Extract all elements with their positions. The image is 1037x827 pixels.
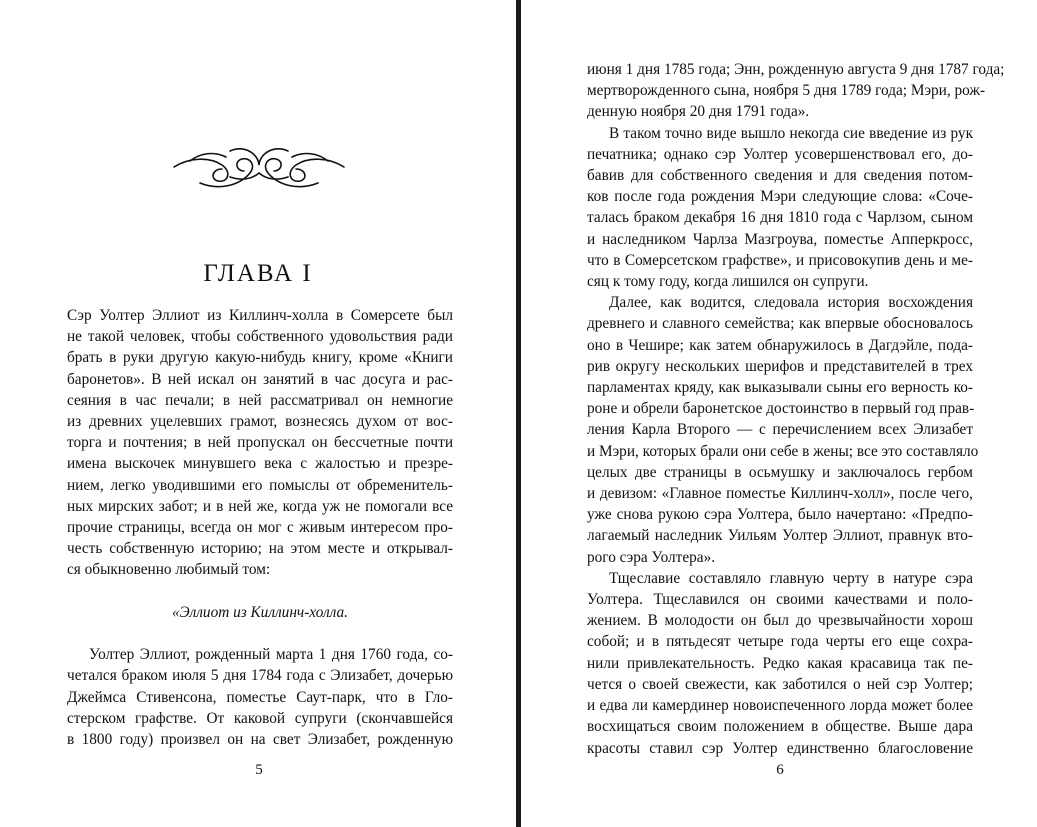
text-line: Джеймса Стивенсона, поместье Саут-парк, что в Гло- xyxy=(67,688,453,706)
text-line: жением. В молодости он был до чрезвычайности хорош xyxy=(587,612,973,630)
text-line: честь собственную историю; на этом месте и открывал- xyxy=(67,540,453,558)
text-line: оно в Чешире; как затем обнаружилось в Дагдэйле, пода- xyxy=(587,336,973,354)
text-line: нили привлекательность. Редко какая красавица так пе- xyxy=(587,654,973,672)
text-line: и наследником Чарлза Мазгроува, поместье Апперкросс, xyxy=(587,230,973,248)
page-number: 6 xyxy=(776,762,784,778)
left-page xyxy=(0,0,516,827)
text-line: торга и почтения; в ней пропускал он бессчетные почти xyxy=(67,434,453,452)
left-body-text xyxy=(67,305,453,750)
text-line: имена выскочек минувшего века с жалостью и презре- xyxy=(67,455,453,473)
text-line: бавив для собственного сведения и для сведения потом- xyxy=(587,167,973,185)
text-line: и Мэри, которых брали они себе в жены; все это составляло xyxy=(587,442,979,460)
text-line: Уолтера. Тщеславился он своими качествами и поло- xyxy=(587,591,973,609)
text-line: Далее, как водится, следовала история восхождения xyxy=(609,294,973,312)
text-line: лагаемый наследник Уильям Уолтер Эллиот, правнук вто- xyxy=(587,527,973,545)
text-line: рого сэра Уолтера». xyxy=(587,548,716,566)
text-line: и девизом: «Главное поместье Киллинч-холл», после чего, xyxy=(587,485,973,503)
text-line: из древних уцелевших грамот, вознесясь духом от вос- xyxy=(67,413,453,431)
right-page xyxy=(521,0,1037,827)
text-line: сеяния в час печали; в ней рассматривал он немногие xyxy=(67,391,453,409)
text-line: ков после года рождения Мэри следующие слова: «Соче- xyxy=(587,188,973,206)
text-line: ных мирских забот; и в ней же, когда уж не помогали все xyxy=(67,497,453,515)
text-line: мертворожденного сына, ноября 5 дня 1789 года; Мэри, рож- xyxy=(587,82,986,100)
text-line: восхищаться своим положением в обществе. Выше дара xyxy=(587,718,973,736)
text-line: нием, легко уводившими его помыслы от обременитель- xyxy=(67,476,453,494)
chapter-title: ГЛАВА I xyxy=(203,260,313,287)
text-line: собой; и в пятьдесят четыре года черты его еще сохра- xyxy=(587,633,973,651)
text-line: печатника; однако сэр Уолтер усовершенствовал его, до- xyxy=(587,145,973,163)
text-line: и едва ли камердинер новоиспеченного лорда может более xyxy=(587,697,973,715)
right-body-text xyxy=(587,59,1005,759)
text-line: парламентах кряду, как выказывали сыны его верность ко- xyxy=(587,379,973,397)
text-line: Тщеславие составляло главную черту в натуре сэра xyxy=(609,569,973,587)
text-line: прочие страницы, всегда он мог с живым интересом про- xyxy=(67,519,453,537)
text-line: рив округу нескольких шерифов и представителей в трех xyxy=(587,357,973,375)
right-paragraph-1 xyxy=(587,59,1005,123)
epigraph: «Эллиот из Киллинч-холла. xyxy=(172,603,348,621)
text-line: брать в руки другую какую-нибудь книгу, кроме «Книги xyxy=(67,349,453,367)
right-paragraph-4 xyxy=(587,568,973,759)
text-line: чется о своей свежести, как заботился о ней сэр Уолтер; xyxy=(587,675,973,693)
text-line: стерском графстве. От каковой супруги (скончавшейся xyxy=(67,709,453,727)
text-line: В таком точно виде вышло некогда сие введение из рук xyxy=(609,124,973,142)
text-line: баронетов». В ней искал он занятий в час досуга и рас- xyxy=(67,370,453,388)
right-paragraph-3 xyxy=(587,292,979,568)
ornament-flourish-icon xyxy=(170,143,348,193)
text-line: что в Сомерсетском графстве», и присовокупив день и ме- xyxy=(587,251,973,269)
text-line: не такой человек, чтобы собственного удовольствия ради xyxy=(67,328,453,346)
text-line: древнего и славного семейства; как впервые обосновалось xyxy=(587,315,973,333)
text-line: целых две страницы в осьмушку и заключалось гербом xyxy=(587,463,973,481)
text-line: ления Карла Второго — с перечислением всех Элизабет xyxy=(587,421,973,439)
text-line: красоты ставил сэр Уолтер единственно благословение xyxy=(587,739,973,757)
text-line: талась браком декабря 16 дня 1810 года с Чарлзом, сыном xyxy=(587,209,973,227)
text-line: в 1800 году) произвел он на свет Элизабет, рожденную xyxy=(67,731,453,749)
text-line: уже снова рукою сэра Уолтера, было начертано: «Предпо- xyxy=(587,506,973,524)
text-line: ся обыкновенно любимый том: xyxy=(67,561,271,579)
left-paragraph-2 xyxy=(67,644,453,750)
text-line: сяц к тому году, когда лишился он супруги. xyxy=(587,273,869,291)
text-line: июня 1 дня 1785 года; Энн, рожденную августа 9 дня 1787 года; xyxy=(587,61,1005,78)
right-paragraph-2 xyxy=(587,123,973,293)
page-number: 5 xyxy=(255,762,263,778)
text-line: Сэр Уолтер Эллиот из Киллинч-холла в Сомерсете был xyxy=(67,307,453,324)
text-line: Уолтер Эллиот, рожденный марта 1 дня 1760 года, со- xyxy=(89,646,453,664)
text-line: денную ноября 20 дня 1791 года». xyxy=(587,103,810,121)
text-line: четался браком июля 5 дня 1784 года с Элизабет, дочерью xyxy=(67,667,453,685)
text-line: роне и обрели баронетское достоинство в первый год прав- xyxy=(587,400,975,418)
left-paragraph-1 xyxy=(67,305,453,581)
